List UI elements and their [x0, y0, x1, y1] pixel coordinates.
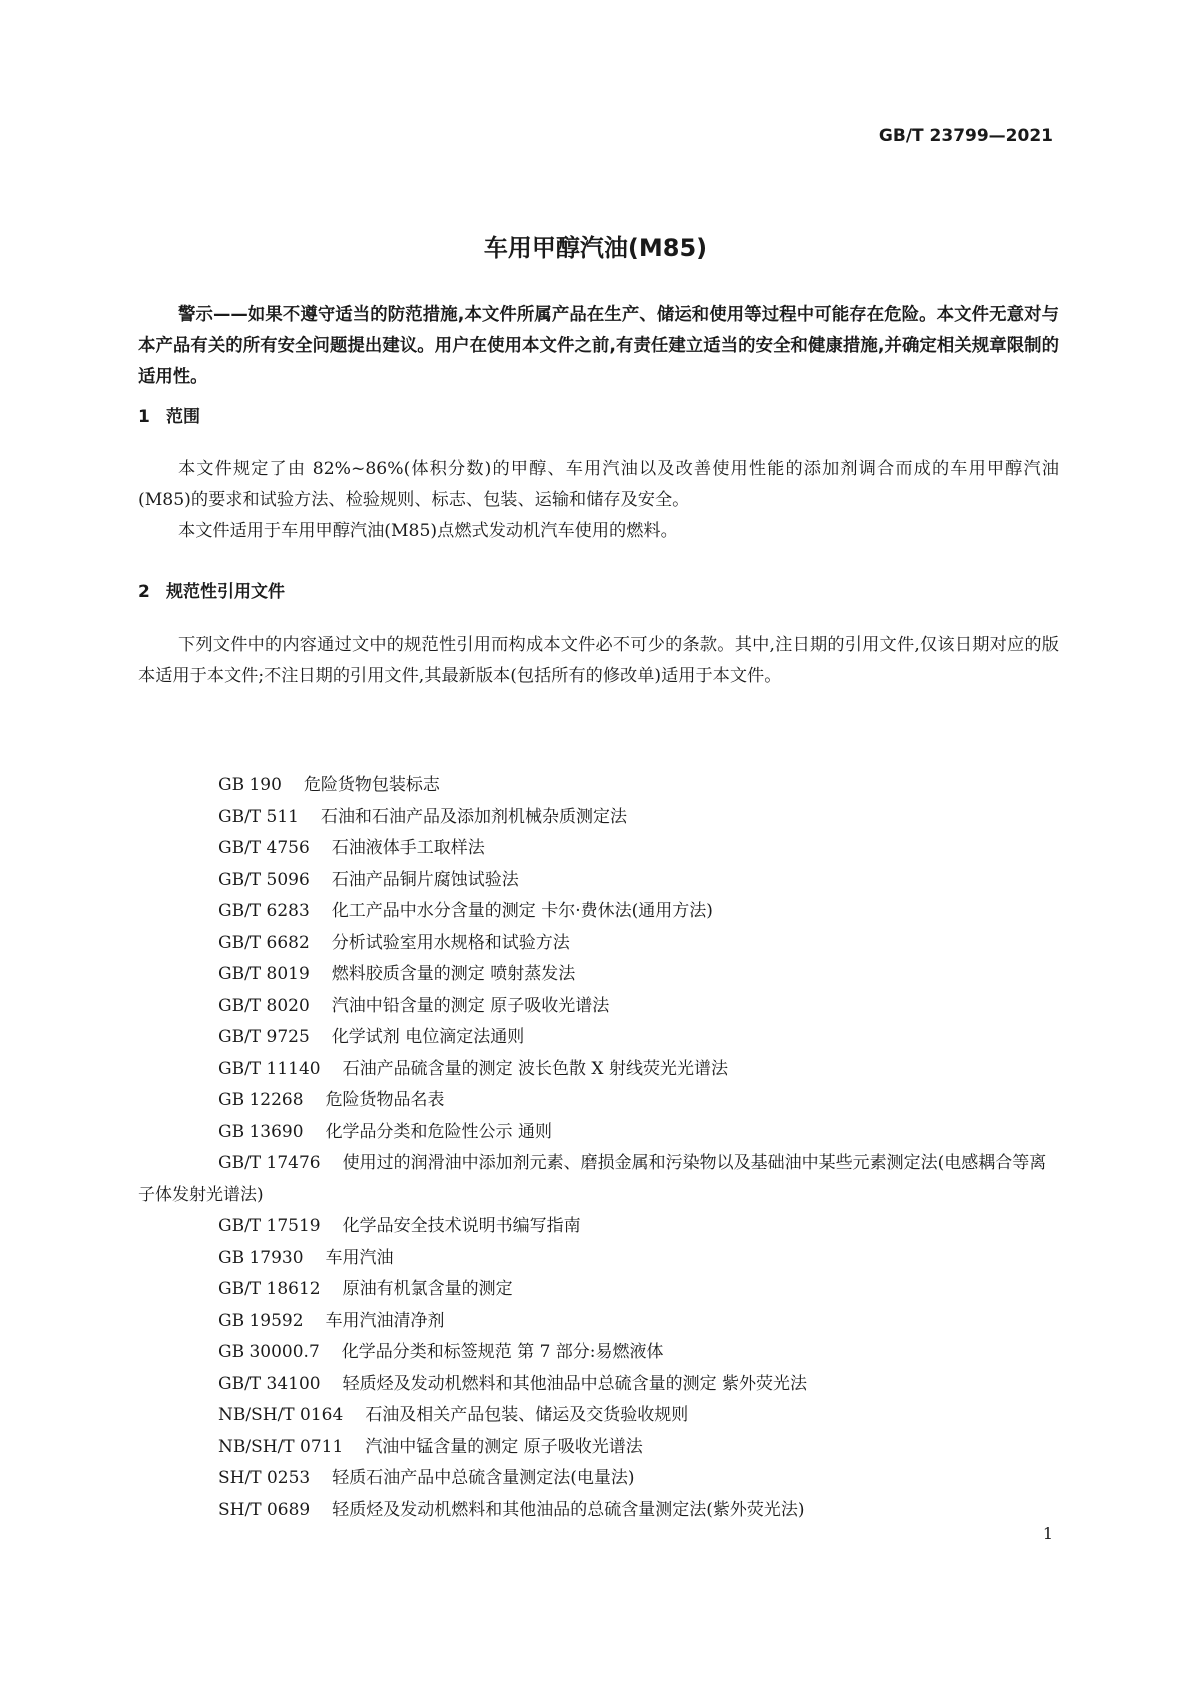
reference-code: NB/SH/T 0711 [218, 1436, 344, 1457]
reference-title: 轻质烃及发动机燃料和其他油品中总硫含量的测定 紫外荧光法 [342, 1373, 808, 1394]
reference-title: 汽油中锰含量的测定 原子吸收光谱法 [365, 1436, 643, 1457]
reference-code: GB/T 511 [218, 806, 299, 827]
reference-title: 使用过的润滑油中添加剂元素、磨损金属和污染物以及基础油中某些元素测定法(电感耦合等离子体发射光谱法) [138, 1153, 1047, 1205]
standard-code: GB/T 23799—2021 [878, 126, 1053, 146]
reference-title: 化学品分类和标签规范 第 7 部分:易燃液体 [341, 1342, 664, 1362]
reference-item [138, 802, 1059, 834]
reference-item [138, 1274, 1059, 1306]
reference-code: GB/T 8019 [218, 964, 310, 984]
section-number: 2 [138, 582, 150, 602]
reference-code: GB 12268 [218, 1090, 304, 1110]
reference-item [138, 896, 1059, 928]
reference-title: 车用汽油 [325, 1247, 394, 1268]
reference-item [138, 1148, 1059, 1211]
reference-item [138, 1022, 1059, 1054]
reference-title: 车用汽油清净剂 [325, 1310, 445, 1331]
reference-title: 危险货物品名表 [325, 1090, 445, 1110]
section-number: 1 [138, 407, 150, 427]
reference-item [138, 1117, 1059, 1149]
reference-code: GB 30000.7 [218, 1342, 320, 1362]
reference-title: 原油有机氯含量的测定 [342, 1279, 513, 1299]
section-2-heading [138, 577, 285, 602]
reference-item [138, 1337, 1059, 1369]
reference-title: 石油产品硫含量的测定 波长色散 X 射线荧光光谱法 [342, 1058, 728, 1079]
reference-title: 危险货物包装标志 [303, 775, 440, 795]
reference-item [138, 1243, 1059, 1275]
reference-code: GB/T 34100 [218, 1373, 321, 1394]
warning-paragraph: 警示——如果不遵守适当的防范措施,本文件所属产品在生产、储运和使用等过程中可能存在危险。本文件无意对与本产品有关的所有安全问题提出建议。用户在使用本文件之前,有责任建立适当的安全和健康措施,并确定相关规章限制的适用性。 [138, 305, 1059, 387]
reference-title: 石油液体手工取样法 [331, 838, 485, 858]
reference-code: GB/T 17519 [218, 1216, 321, 1236]
reference-item [138, 1369, 1059, 1401]
reference-code: GB/T 4756 [218, 838, 310, 858]
reference-item [138, 1495, 1059, 1527]
document-title: 车用甲醇汽油(M85) [483, 234, 708, 262]
reference-title: 轻质石油产品中总硫含量测定法(电量法) [332, 1468, 635, 1488]
reference-code: GB 17930 [218, 1247, 304, 1268]
reference-code: GB/T 11140 [218, 1058, 321, 1079]
reference-title: 石油和石油产品及添加剂机械杂质测定法 [321, 806, 627, 827]
reference-code: NB/SH/T 0164 [218, 1405, 344, 1425]
reference-item [138, 833, 1059, 865]
reference-code: GB/T 5096 [218, 869, 310, 890]
reference-title: 化学试剂 电位滴定法通则 [331, 1027, 525, 1047]
reference-title: 石油及相关产品包装、储运及交货验收规则 [365, 1405, 689, 1425]
reference-title: 轻质烃及发动机燃料和其他油品的总硫含量测定法(紫外荧光法) [332, 1499, 805, 1520]
reference-title: 化学品安全技术说明书编写指南 [342, 1216, 581, 1236]
reference-code: GB/T 6283 [218, 901, 310, 921]
reference-item [138, 1211, 1059, 1243]
reference-title: 化学品分类和危险性公示 通则 [325, 1121, 552, 1142]
reference-code: GB 13690 [218, 1121, 304, 1142]
reference-item [138, 770, 1059, 802]
reference-item [138, 1432, 1059, 1464]
reference-title: 汽油中铅含量的测定 原子吸收光谱法 [331, 995, 610, 1016]
reference-code: GB 190 [218, 775, 282, 795]
scope-paragraph-2: 本文件适用于车用甲醇汽油(M85)点燃式发动机汽车使用的燃料。 [178, 521, 678, 541]
section-1-heading [138, 402, 200, 427]
normative-intro-paragraph: 下列文件中的内容通过文中的规范性引用而构成本文件必不可少的条款。其中,注日期的引用文件,仅该日期对应的版本适用于本文件;不注日期的引用文件,其最新版本(包括所有的修改单)适用于本文件。 [138, 635, 1059, 686]
reference-code: GB/T 17476 [218, 1153, 321, 1173]
reference-title: 化工产品中水分含量的测定 卡尔·费休法(通用方法) [331, 901, 713, 921]
reference-title: 燃料胶质含量的测定 喷射蒸发法 [331, 964, 576, 984]
reference-code: GB 19592 [218, 1310, 304, 1331]
reference-item [138, 1463, 1059, 1495]
scope-paragraph-1: 本文件规定了由 82%~86%(体积分数)的甲醇、车用汽油以及改善使用性能的添加剂调合而成的车用甲醇汽油(M85)的要求和试验方法、检验规则、标志、包装、运输和储存及安全。 [138, 459, 1059, 510]
reference-code: SH/T 0253 [218, 1468, 311, 1488]
reference-item [138, 1400, 1059, 1432]
reference-item [138, 1306, 1059, 1338]
reference-item [138, 991, 1059, 1023]
reference-item [138, 928, 1059, 960]
reference-code: SH/T 0689 [218, 1499, 311, 1520]
reference-item [138, 1054, 1059, 1086]
reference-list [138, 770, 1059, 1526]
reference-code: GB/T 6682 [218, 932, 310, 953]
section-title: 规范性引用文件 [166, 582, 285, 602]
page-number: 1 [1042, 1524, 1053, 1543]
reference-code: GB/T 9725 [218, 1027, 310, 1047]
reference-title: 分析试验室用水规格和试验方法 [331, 932, 570, 953]
reference-code: GB/T 8020 [218, 995, 310, 1016]
reference-item [138, 1085, 1059, 1117]
reference-title: 石油产品铜片腐蚀试验法 [331, 869, 519, 890]
reference-item [138, 865, 1059, 897]
reference-item [138, 959, 1059, 991]
reference-code: GB/T 18612 [218, 1279, 321, 1299]
section-title: 范围 [166, 407, 200, 427]
